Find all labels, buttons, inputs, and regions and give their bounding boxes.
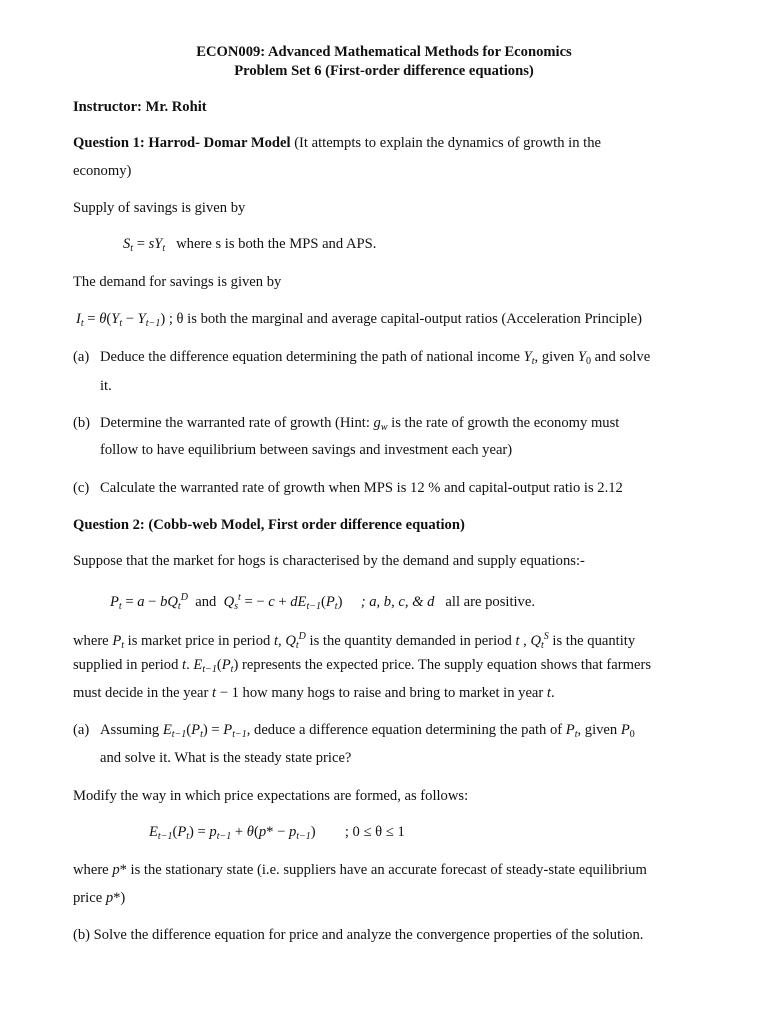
q2-exp-range: ; 0 ≤ θ ≤ 1 — [344, 824, 405, 840]
q2-stationary-2: is the stationary state (i.e. suppliers have an accurate forecast of steady-state equilibrium — [126, 862, 647, 878]
q1-intro: (It attempts to explain the dynamics of growth in the — [290, 135, 601, 151]
q2-where-2b: represents the expected price. The supply equation shows that farmers — [238, 657, 651, 673]
q2-part-a: (a) Assuming $E_{t-1}(P_t) = P_{t-1}$, deduce a difference equation determining the path of $P_t$, given $P_0$ — [73, 722, 635, 740]
q1-a-text: Deduce the difference equation determining the path of national income — [100, 349, 524, 365]
q1-b-label: (b) — [73, 415, 91, 431]
q2-where-2a: supplied in period — [73, 657, 183, 673]
q1-part-a: (a) Deduce the difference equation determining the path of national income $Y_t$, given $Y_0$ and solve — [73, 349, 651, 367]
q2-part-b: (b) Solve the difference equation for price and analyze the convergence properties of the solution. — [73, 927, 644, 943]
q1-c-text: Calculate the warranted rate of growth when MPS is 12 % and capital-output ratio is 2.12 — [100, 480, 623, 496]
q1-a-label: (a) — [73, 349, 90, 365]
q2-eq-positive: all are positive. — [445, 594, 535, 610]
q2-intro: Suppose that the market for hogs is characterised by the demand and supply equations:- — [73, 553, 585, 569]
q1-part-b: (b) Determine the warranted rate of growth (Hint: $g_w$ is the rate of growth the economy must — [73, 415, 620, 433]
q1-part-c — [73, 479, 623, 497]
q2-part-a-cont: and solve it. What is the steady state price? — [100, 750, 352, 766]
q2-a-label: (a) — [73, 722, 90, 738]
q1-part-b-cont: follow to have equilibrium between savings and investment each year) — [100, 442, 513, 458]
q2-stationary-1: where — [73, 862, 113, 878]
q1-a-text-3: and solve — [591, 349, 651, 365]
q1-heading: Question 1: Harrod- Domar Model — [73, 135, 291, 151]
q2-heading: Question 2: (Cobb-web Model, First order difference equation) — [73, 517, 465, 533]
q1-part-a-cont: it. — [100, 378, 112, 394]
q1-c-label: (c) — [73, 480, 90, 496]
q1-investment-equation: $I_t = \theta(Y_t - Y_{t-1})$ ; θ is both the marginal and average capital-output ratios (Acceleration Principle) — [76, 311, 642, 329]
q2-eq-params: ; a, b, c, & d — [360, 594, 435, 610]
q1-heading-line — [73, 134, 601, 152]
q2-where-1d: is the quantity — [548, 633, 636, 649]
course-title: ECON009: Advanced Mathematical Methods for Economics — [196, 44, 572, 60]
q1-intro-cont: economy) — [73, 163, 132, 179]
q2-modify-text: Modify the way in which price expectations are formed, as follows: — [73, 788, 469, 804]
q1-savings-equation: $S_t = sY_t$ where s is both the MPS and APS. — [123, 236, 377, 254]
q2-where-3b: how many hogs to raise and bring to market in year — [238, 685, 547, 701]
q1-demand-text: The demand for savings is given by — [73, 274, 282, 290]
q2-expectation-equation: $E_{t-1}(P_t) = p_{t-1} + \theta(p* - p_{t-1})$ ; 0 ≤ θ ≤ 1 — [149, 824, 405, 842]
q2-where-1b: is market price in period — [124, 633, 274, 649]
q1-investment-note: ; θ is both the marginal and average capital-output ratios (Acceleration Principle) — [168, 311, 642, 327]
q2-stationary-cont-text: price — [73, 890, 106, 906]
instructor: Instructor: Mr. Rohit — [73, 99, 207, 115]
q2-market-equations: $P_t = a - bQ_t^D$ and $Q_s^t$ = − $c + dE_{t-1}(P_t)$ ; a, b, c, & d all are positive. — [110, 592, 535, 612]
q2-a-text: Assuming — [100, 722, 163, 738]
q1-a-text-2: , given — [534, 349, 578, 365]
q2-where-1c: is the quantity demanded in period — [305, 633, 516, 649]
q2-stationary-cont: price p*) — [73, 890, 126, 906]
q1-b-text: Determine the warranted rate of growth (Hint: — [100, 415, 374, 431]
q1-b-text-2: is the rate of growth the economy must — [387, 415, 620, 431]
q2-a-text-3: , given — [577, 722, 621, 738]
q1-supply-text: Supply of savings is given by — [73, 200, 246, 216]
problem-set-title: Problem Set 6 (First-order difference equations) — [234, 63, 534, 79]
q1-savings-note: where s is both the MPS and APS. — [176, 236, 377, 252]
q2-where-line-1: where $P_t$ is market price in period t, $Q_t^D$ is the quantity demanded in period t , $Q_t^S$ is the quantity — [73, 631, 636, 651]
q2-a-text-2: , deduce a difference equation determining the path of — [246, 722, 566, 738]
q2-where-line-2: supplied in period t. $E_{t-1}(P_t)$ represents the expected price. The supply equation shows that farmers — [73, 657, 651, 675]
q2-where-3a: must decide in the year — [73, 685, 212, 701]
q2-stationary-line: where p* is the stationary state (i.e. suppliers have an accurate forecast of steady-state equilibrium — [73, 862, 647, 878]
q2-where-1a: where — [73, 633, 113, 649]
q2-eq-and: and — [195, 594, 217, 610]
q2-where-line-3: must decide in the year t − 1 how many hogs to raise and bring to market in year t. — [73, 685, 555, 701]
